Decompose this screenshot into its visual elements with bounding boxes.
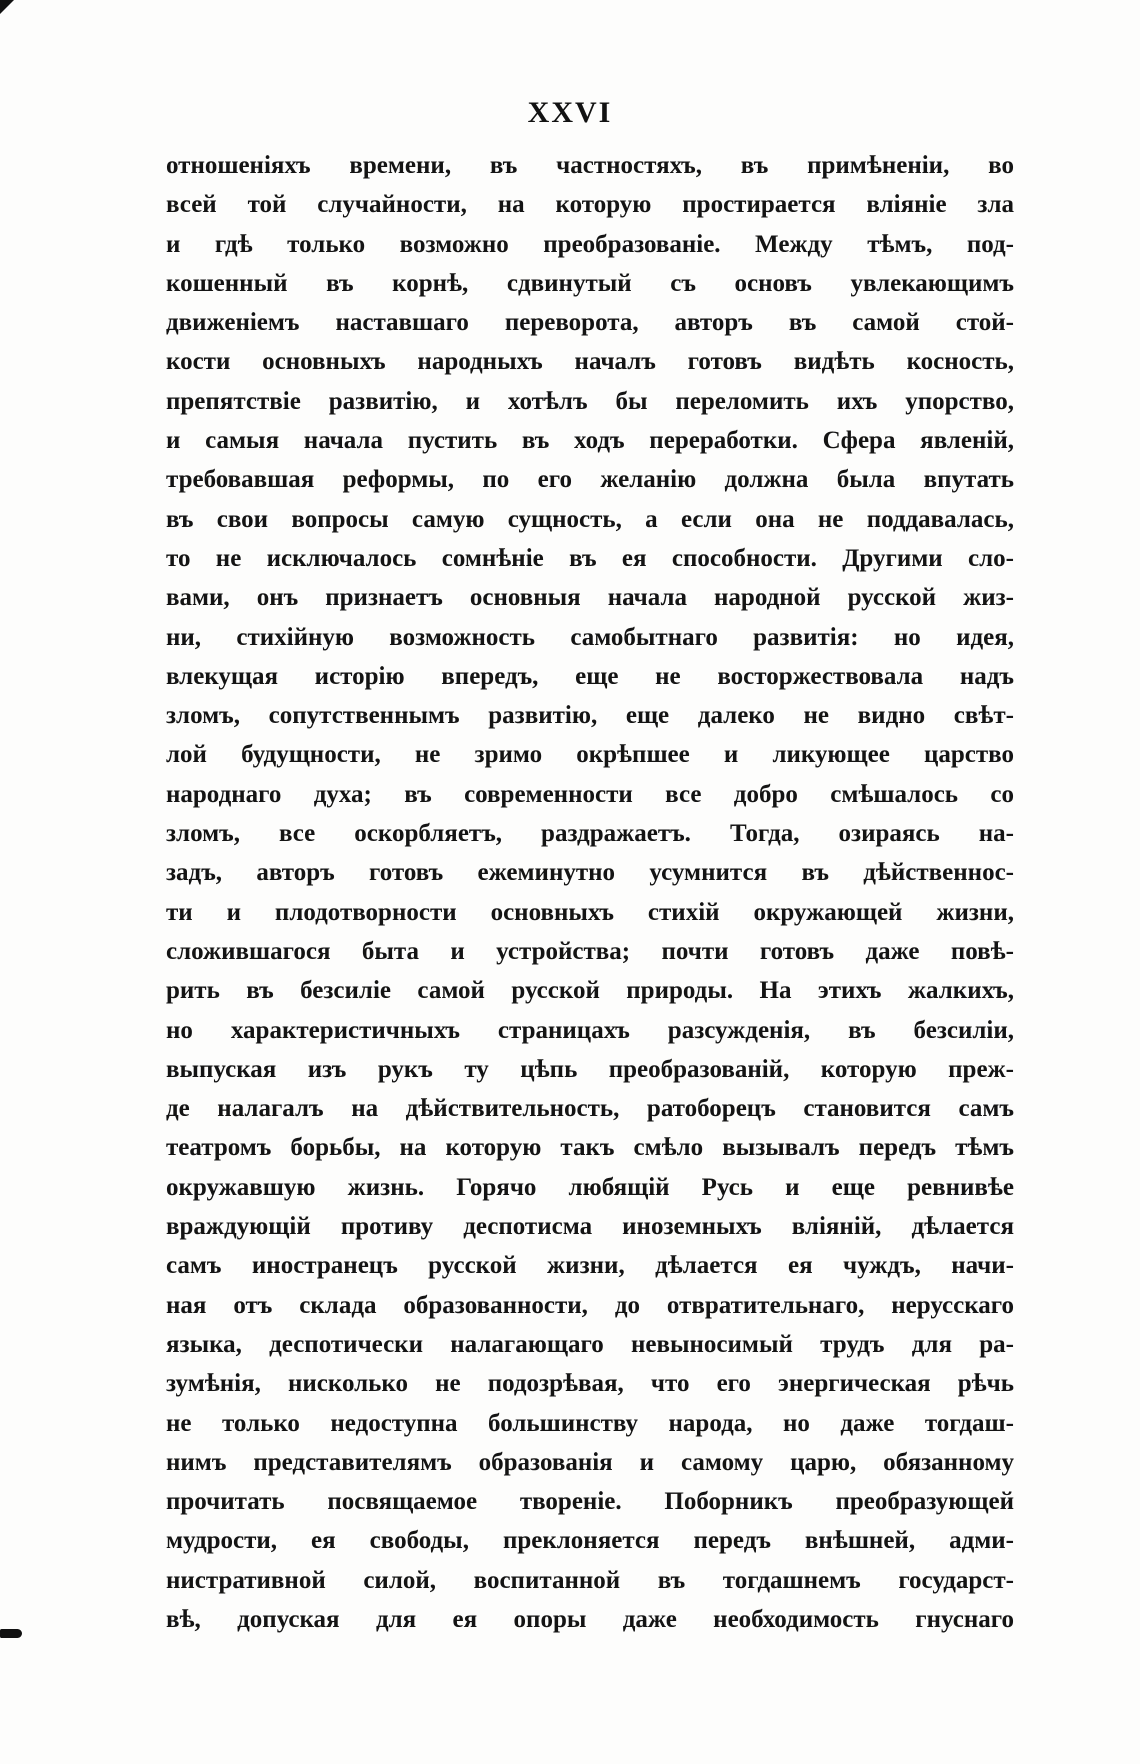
text-line: самъ иностранецъ русской жизни, дѣлается ея чуждъ, начи- bbox=[166, 1252, 1014, 1280]
text-line: вѣ, допуская для ея опоры даже необходимость гнуснаго bbox=[166, 1605, 1014, 1633]
text-line: рить въ безсиліе самой русской природы. На этихъ жалкихъ, bbox=[166, 977, 1014, 1005]
scan-edge-mark bbox=[0, 1629, 22, 1638]
text-line: театромъ борьбы, на которую такъ смѣло вызывалъ передъ тѣмъ bbox=[166, 1134, 1014, 1162]
text-line: вами, онъ признаетъ основныя начала народной русской жиз- bbox=[166, 584, 1014, 612]
text-line: окружавшую жизнь. Горячо любящій Русь и еще ревнивѣе bbox=[166, 1173, 1014, 1201]
scan-corner-mark bbox=[0, 0, 14, 14]
page-number-header: XXVI bbox=[527, 96, 613, 129]
text-line: препятствіе развитію, и хотѣлъ бы переломить ихъ упорство, bbox=[166, 387, 1014, 415]
text-line: языка, деспотически налагающаго невыносимый трудъ для ра- bbox=[166, 1330, 1014, 1358]
text-line: де налагалъ на дѣйствительность, ратоборецъ становится самъ bbox=[166, 1095, 1014, 1123]
text-line: то не исключалось сомнѣніе въ ея способности. Другими сло- bbox=[166, 544, 1014, 572]
text-line: ни, стихійную возможность самобытнаго развитія: но идея, bbox=[166, 623, 1014, 651]
text-line: ная отъ склада образованности, до отвратительнаго, нерусскаго bbox=[166, 1291, 1014, 1319]
text-line: влекущая исторію впередъ, еще не восторжествовала надъ bbox=[166, 662, 1014, 690]
text-line: и гдѣ только возможно преобразованіе. Между тѣмъ, под- bbox=[166, 230, 1014, 258]
text-line: кошенный въ корнѣ, сдвинутый съ основъ увлекающимъ bbox=[166, 269, 1014, 297]
text-line: кости основныхъ народныхъ началъ готовъ видѣть косность, bbox=[166, 348, 1014, 376]
text-line: зломъ, сопутственнымъ развитію, еще далеко не видно свѣт- bbox=[166, 702, 1014, 730]
text-line: всей той случайности, на которую простирается вліяніе зла bbox=[166, 191, 1014, 219]
text-line: и самыя начала пустить въ ходъ переработки. Сфера явленій, bbox=[166, 427, 1014, 455]
text-line: но характеристичныхъ страницахъ разсужденія, въ безсиліи, bbox=[166, 1016, 1014, 1044]
text-line: не только недоступна большинству народа, но даже тогдаш- bbox=[166, 1409, 1014, 1437]
text-line: ти и плодотворности основныхъ стихій окружающей жизни, bbox=[166, 898, 1014, 926]
text-line: мудрости, ея свободы, преклоняется передъ внѣшней, адми- bbox=[166, 1527, 1014, 1555]
text-line: движеніемъ наставшаго переворота, авторъ въ самой стой- bbox=[166, 309, 1014, 337]
text-line: требовавшая реформы, по его желанію должна была впутать bbox=[166, 466, 1014, 494]
text-line: враждующій противу деспотисма иноземныхъ вліяній, дѣлается bbox=[166, 1213, 1014, 1241]
text-line: зломъ, все оскорбляетъ, раздражаетъ. Тогда, озираясь на- bbox=[166, 820, 1014, 848]
text-line: нистративной силой, воспитанной въ тогдашнемъ государст- bbox=[166, 1566, 1014, 1594]
text-line: задъ, авторъ готовъ ежеминутно усумнится въ дѣйственнос- bbox=[166, 859, 1014, 887]
text-line: зумѣнія, нисколько не подозрѣвая, что его энергическая рѣчь bbox=[166, 1370, 1014, 1398]
text-line: лой будущности, не зримо окрѣпшее и ликующее царство bbox=[166, 741, 1014, 769]
text-line: въ свои вопросы самую сущность, а если она не поддавалась, bbox=[166, 505, 1014, 533]
text-line: народнаго духа; въ современности все добро смѣшалось со bbox=[166, 780, 1014, 808]
body-text bbox=[166, 146, 1014, 1639]
text-line: выпуская изъ рукъ ту цѣпь преобразованій, которую преж- bbox=[166, 1055, 1014, 1083]
text-line: сложившагося быта и устройства; почти готовъ даже повѣ- bbox=[166, 937, 1014, 965]
text-line: прочитать посвящаемое твореніе. Поборникъ преобразующей bbox=[166, 1488, 1014, 1516]
text-line: отношеніяхъ времени, въ частностяхъ, въ примѣненіи, во bbox=[166, 152, 1014, 179]
text-line: нимъ представителямъ образованія и самому царю, обязанному bbox=[166, 1448, 1014, 1476]
